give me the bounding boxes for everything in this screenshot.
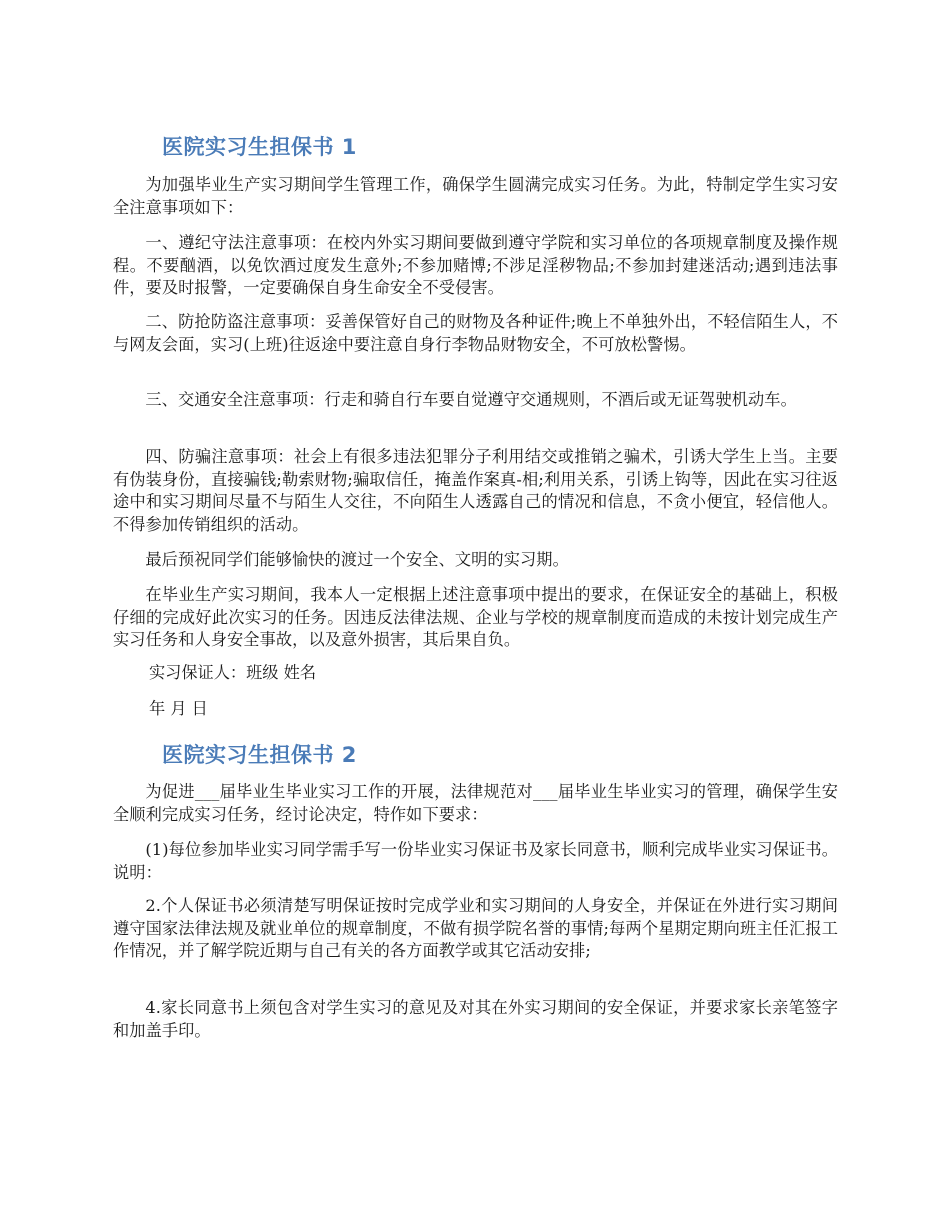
section-2-item-1-paragraph: (1)每位参加毕业实习同学需手写一份毕业实习保证书及家长同意书，顺利完成毕业实习保证书。 说明： (113, 840, 838, 882)
section-2-intro-paragraph: 为促进___届毕业生毕业实习工作的开展，法律规范对___届毕业生毕业实习的管理，确保学生安全顺利完成实习任务，经讨论决定，特作如下要求： (113, 782, 838, 824)
section-1-item-2-paragraph: 二、防抢防盗注意事项：妥善保管好自己的财物及各种证件;晚上不单独外出，不轻信陌生人，不与网友会面，实习(上班)往返途中要注意自身行李物品财物安全，不可放松警惕。 (113, 312, 838, 354)
section-1-item-4-paragraph: 四、防骗注意事项：社会上有很多违法犯罪分子利用结交或推销之骗术，引诱大学生上当。主要有伪装身份，直接骗钱;勒索财物;骗取信任，掩盖作案真-相;利用关系，引诱上钩等，因此在实习往返途中和实习期间尽量不与陌生人交往，不向陌生人透露自己的情况和信息，不贪小便宜，轻信他人。不得参加传销组织的活动。 (113, 447, 838, 534)
date-line: 年 月 日 (149, 699, 208, 718)
section-2-item-4-paragraph: 4.家长同意书上须包含对学生实习的意见及对其在外实习期间的安全保证，并要求家长亲笔签字和加盖手印。 (113, 998, 838, 1040)
section-1-item-1-paragraph: 一、遵纪守法注意事项：在校内外实习期间要做到遵守学院和实习单位的各项规章制度及操作规程。不要酗酒，以免饮酒过度发生意外;不参加赌博;不涉足淫秽物品;不参加封建迷活动;遇到违法事件，要及时报警，一定要确保自身生命安全不受侵害。 (113, 233, 838, 297)
section-1-pledge-paragraph: 在毕业生产实习期间，我本人一定根据上述注意事项中提出的要求，在保证安全的基础上，积极仔细的完成好此次实习的任务。因违反法律法规、企业与学校的规章制度而造成的未按计划完成生产实习任务和人身安全事故，以及意外损害，其后果自负。 (113, 585, 838, 649)
section-2-title: 医院实习生担保书 2 (162, 743, 357, 767)
signer-line: 实习保证人：班级 姓名 (149, 663, 317, 682)
section-1-item-3-paragraph: 三、交通安全注意事项：行走和骑自行车要自觉遵守交通规则，不酒后或无证驾驶机动车。 (145, 390, 797, 409)
section-1-wish-paragraph: 最后预祝同学们能够愉快的渡过一个安全、文明的实习期。 (145, 550, 569, 569)
section-1-intro-paragraph: 为加强毕业生产实习期间学生管理工作，确保学生圆满完成实习任务。为此，特制定学生实习安全注意事项如下： (113, 175, 838, 217)
section-1-title: 医院实习生担保书 1 (162, 135, 357, 159)
section-2-item-2-paragraph: 2.个人保证书必须清楚写明保证按时完成学业和实习期间的人身安全，并保证在外进行实习期间遵守国家法律法规及就业单位的规章制度，不做有损学院名誉的事情;每两个星期定期向班主任汇报工作情况，并了解学院近期与自己有关的各方面教学或其它活动安排; (113, 896, 838, 960)
